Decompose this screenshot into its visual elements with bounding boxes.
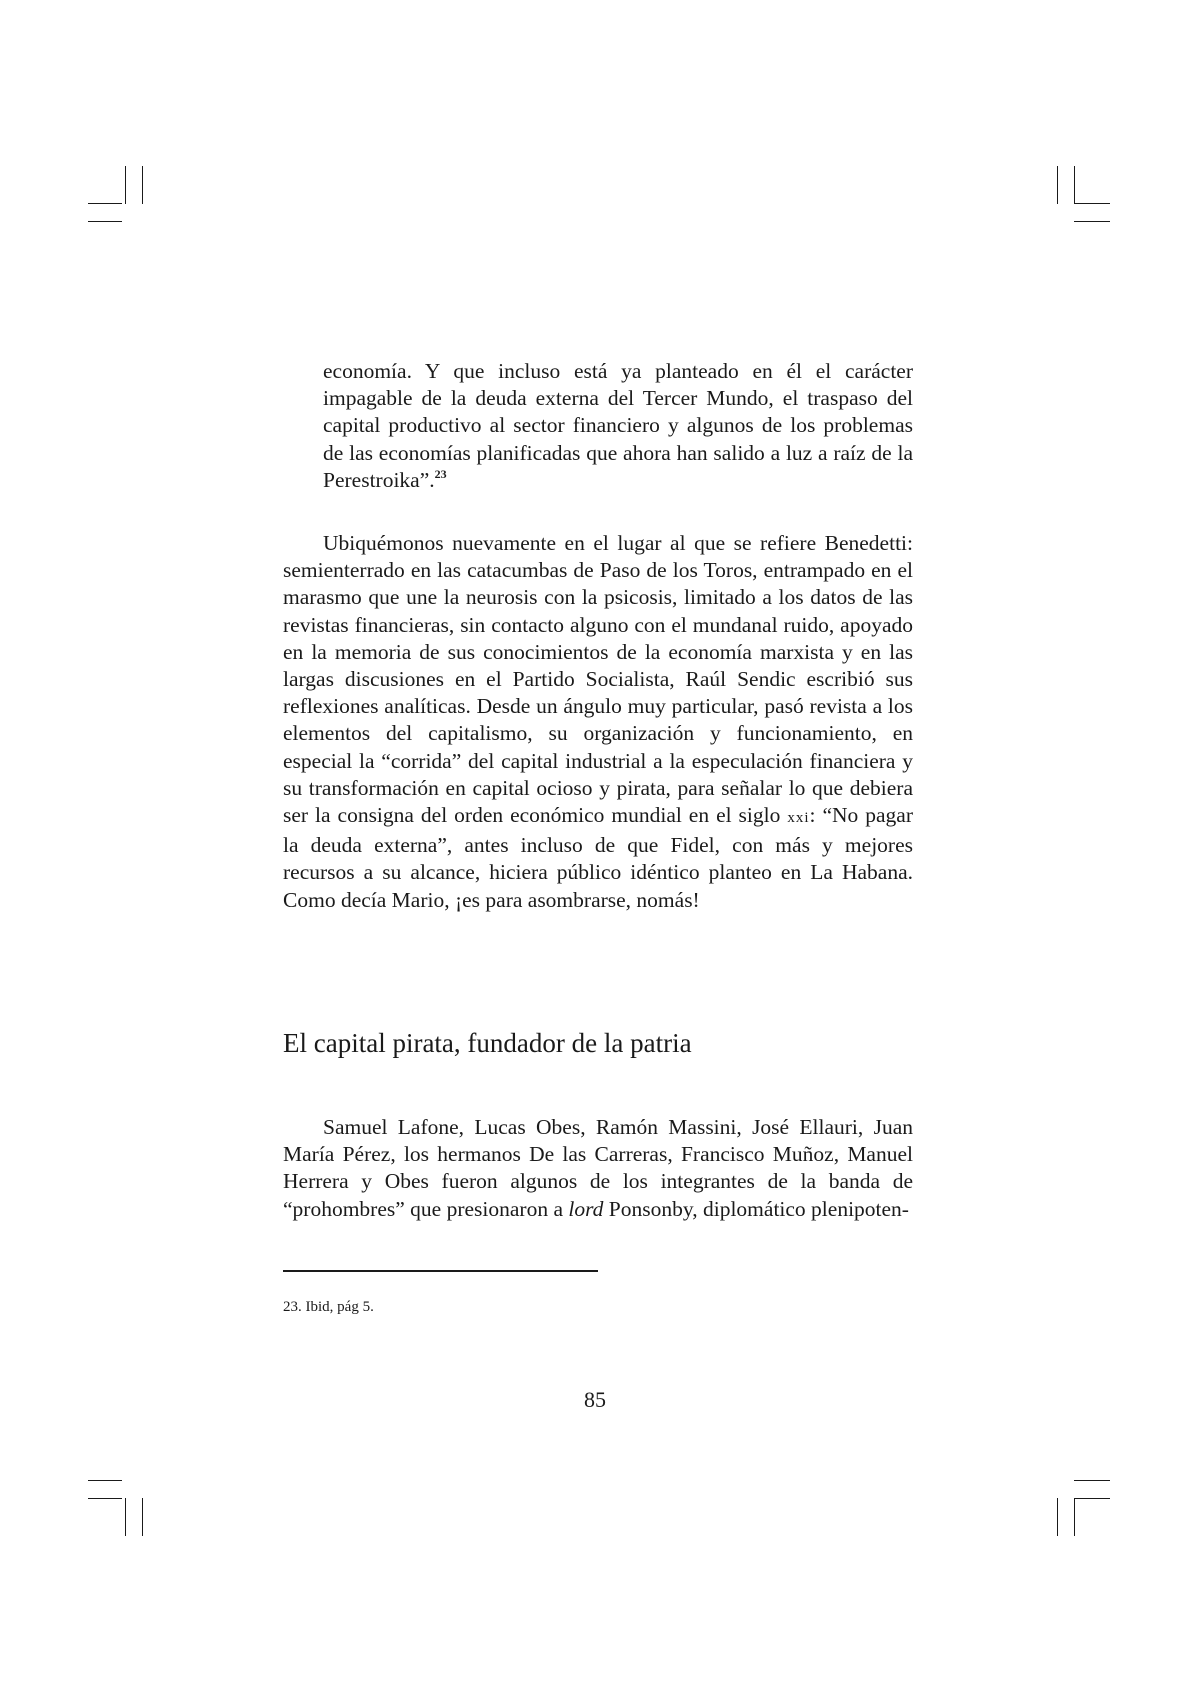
- crop-mark: [1074, 1498, 1075, 1536]
- page-number: 85: [584, 1387, 606, 1412]
- crop-mark: [1057, 166, 1058, 204]
- crop-mark: [88, 1498, 122, 1499]
- paragraph-text: Ubiquémonos nuevamente en el lugar al que se refiere Benedetti: semienterrado en las catacumbas de Paso de los Toros, entrampado en el marasmo que une la neurosis con la psicosis, limitado a los datos de las revistas financieras, sin contacto alguno con el mundanal ruido, apoyado en la memoria de sus conocimientos de la economía marxista y en las largas discusiones en el Partido Socialista, Raúl Sendic escribió sus reflexiones analíticas. Desde un ángulo muy particular, pasó revista a los elementos del capitalismo, su organización y funcionamiento, en especial la “corrida” del capital industrial a la especulación financiera y su transformación en capital ocioso y pirata, para señalar lo que debiera ser la consigna del orden económico mundial en el siglo: [283, 531, 913, 828]
- body-paragraph: [283, 530, 913, 914]
- block-quote: [323, 358, 913, 494]
- paragraph-text: Samuel Lafone, Lucas Obes, Ramón Massini, José Ellauri, Juan María Pérez, los hermanos De las Carreras, Francisco Muñoz, Manuel Herrera y Obes fueron algunos de los integrantes de la banda de “prohombres” que presionaron a: [283, 1115, 913, 1221]
- crop-mark: [1074, 1498, 1110, 1499]
- crop-mark: [1057, 1498, 1058, 1536]
- paragraph-text: : “No pagar la deuda externa”, antes incluso de que Fidel, con más y mejores recursos a su alcance, hiciera público idéntico planteo en La Habana. Como decía Mario, ¡es para asombrarse, nomás!: [283, 803, 914, 912]
- quote-text: economía. Y que incluso está ya planteado en él el carácter impagable de la deuda externa del Tercer Mundo, el traspaso del capital productivo al sector financiero y algunos de los problemas de las economías planificadas que ahora han salido a luz a raíz de la Perestroika”.: [323, 359, 913, 492]
- crop-mark: [125, 166, 126, 204]
- crop-mark: [1074, 166, 1075, 204]
- crop-mark: [88, 203, 122, 204]
- section-heading: El capital pirata, fundador de la patria: [283, 1028, 692, 1058]
- italic-term: lord: [568, 1196, 604, 1221]
- crop-mark: [88, 1480, 122, 1481]
- crop-mark: [125, 1498, 126, 1536]
- footnote-separator: [283, 1270, 598, 1272]
- crop-mark: [142, 166, 143, 204]
- crop-mark: [1074, 1480, 1110, 1481]
- footnote-reference[interactable]: 23: [434, 466, 447, 481]
- small-caps-century: xxi: [787, 810, 810, 827]
- crop-mark: [142, 1498, 143, 1536]
- paragraph-text: Ponsonby, diplomático plenipoten-: [608, 1196, 909, 1221]
- footnote: 23. Ibid, pág 5.: [283, 1299, 374, 1315]
- body-paragraph: [283, 1114, 913, 1223]
- crop-mark: [1074, 221, 1110, 222]
- crop-mark: [88, 221, 122, 222]
- crop-mark: [1074, 203, 1110, 204]
